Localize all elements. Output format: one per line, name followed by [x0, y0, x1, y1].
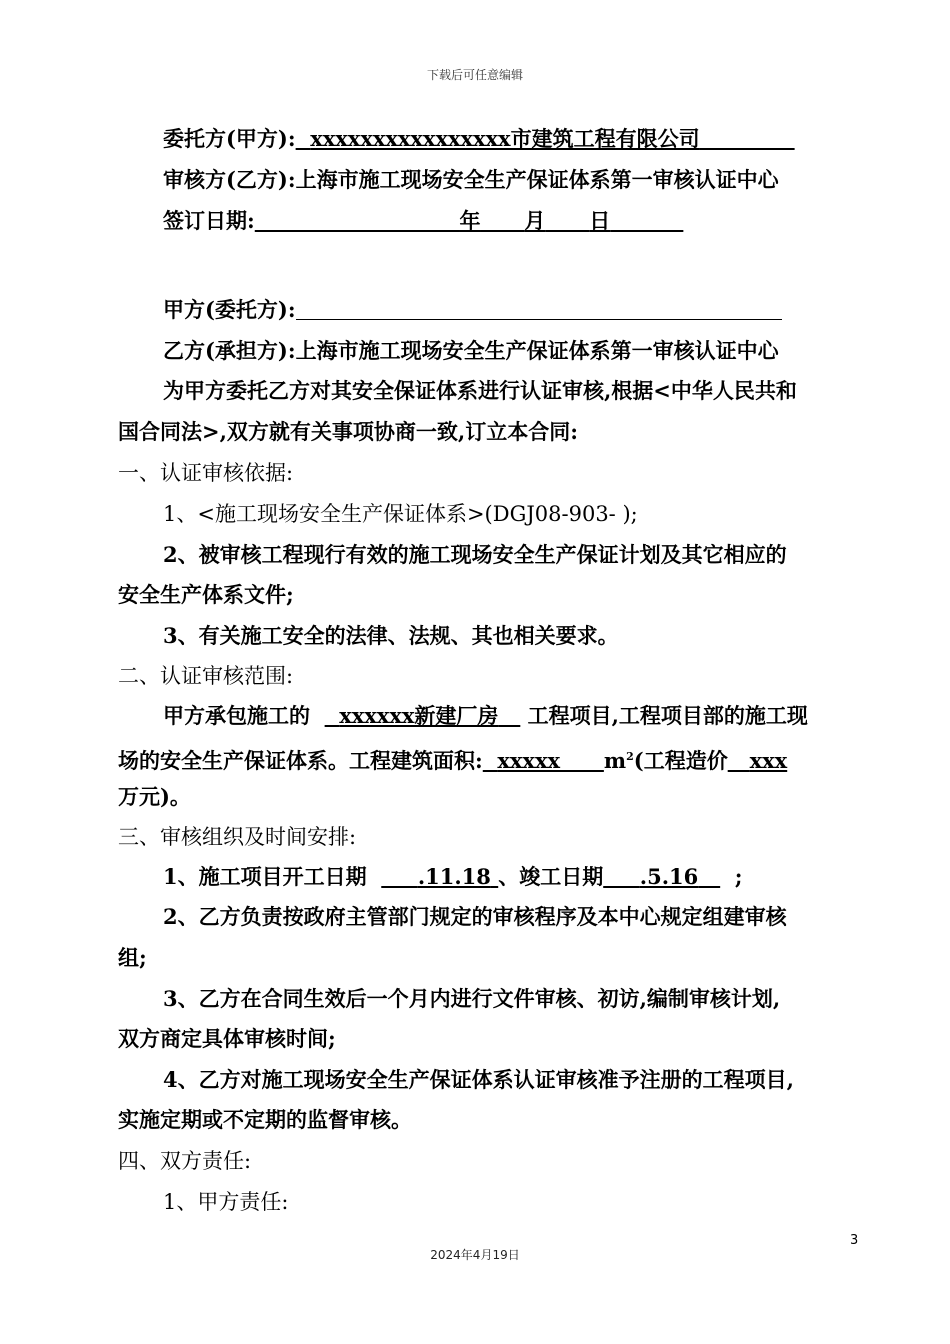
section-3-item-2-line-1: 2、乙方负责按政府主管部门规定的审核程序及本中心规定组建审核: [163, 904, 787, 929]
section-1-item-2-line-1: 2、被审核工程现行有效的施工现场安全生产保证计划及其它相应的: [163, 542, 787, 567]
page-header: 下载后可任意编辑: [426, 68, 523, 82]
day-label: 日: [589, 208, 611, 233]
page-number: 3: [850, 1233, 859, 1248]
party-a-label: 甲方(委托方):: [163, 297, 296, 322]
section-3-item-4-line-1: 4、乙方对施工现场安全生产保证体系认证审核准予注册的工程项目,: [163, 1067, 794, 1092]
area-unit: $m^2$: [603, 748, 634, 773]
building-area: xxxxx: [497, 748, 560, 773]
section-2-para-line-3: 万元)。: [118, 784, 191, 809]
section-1-item-1: 1、<施工现场安全生产保证体系>(DGJ08-903- );: [163, 502, 638, 526]
start-date: .11.18: [417, 864, 491, 889]
auditor-name: 上海市施工现场安全生产保证体系第一审核认证中心: [295, 167, 779, 192]
date-line: [163, 206, 683, 236]
party-a-blank: [296, 297, 782, 320]
footer-date: 2024年4月19日: [430, 1248, 520, 1262]
party-b-label: 乙方(承担方):: [163, 338, 296, 363]
year-label: 年: [459, 208, 481, 233]
auditor-label: 审核方(乙方):: [163, 167, 296, 192]
month-label: 月: [524, 208, 546, 233]
party-b-line: [163, 336, 779, 366]
intro-line-2: 国合同法>,双方就有关事项协商一致,订立本合同:: [118, 419, 578, 444]
party-a-line: [163, 295, 782, 325]
date-field: [255, 208, 684, 233]
client-label: 委托方(甲方):: [163, 126, 296, 151]
end-date: .5.16: [639, 864, 699, 889]
section-3-item-4-line-2: 实施定期或不定期的监督审核。: [118, 1107, 412, 1132]
date-label: 签订日期:: [163, 208, 255, 233]
auditor-line: [163, 165, 779, 195]
section-1-item-3: 3、有关施工安全的法律、法规、其也相关要求。: [163, 623, 619, 648]
section-3-item-3-line-2: 双方商定具体审核时间;: [118, 1026, 336, 1051]
section-3-item-2-line-2: 组;: [118, 945, 147, 970]
client-name: xxxxxxxxxxxxxxxx市建筑工程有限公司: [310, 126, 700, 151]
section-3-item-3-line-1: 3、乙方在合同生效后一个月内进行文件审核、初访,编制审核计划,: [163, 986, 781, 1011]
project-cost: xxx: [749, 748, 788, 773]
section-1-title: 一、认证审核依据:: [118, 461, 294, 485]
section-2-para-line-1: 甲方承包施工的 xxxxxx新建厂房 工程项目,工程项目部的施工现: [163, 703, 808, 728]
section-4-item-1: 1、甲方责任:: [163, 1190, 289, 1214]
client-line: [163, 124, 795, 154]
section-4-title: 四、双方责任:: [118, 1149, 252, 1173]
section-1-item-2-line-2: 安全生产体系文件;: [118, 582, 294, 607]
section-3-item-1: 1、施工项目开工日期 .11.18 、竣工日期 .5.16 ;: [163, 864, 743, 889]
section-2-para-line-2: 场的安全生产保证体系。工程建筑面积: xxxxx $m^2$(工程造价 xxx: [118, 748, 788, 773]
party-b-name: 上海市施工现场安全生产保证体系第一审核认证中心: [295, 338, 779, 363]
section-2-title: 二、认证审核范围:: [118, 664, 294, 688]
intro-line-1: 为甲方委托乙方对其安全保证体系进行认证审核,根据<中华人民共和: [163, 378, 797, 403]
section-3-title: 三、审核组织及时间安排:: [118, 825, 357, 849]
project-name: xxxxxx新建厂房: [339, 703, 499, 728]
